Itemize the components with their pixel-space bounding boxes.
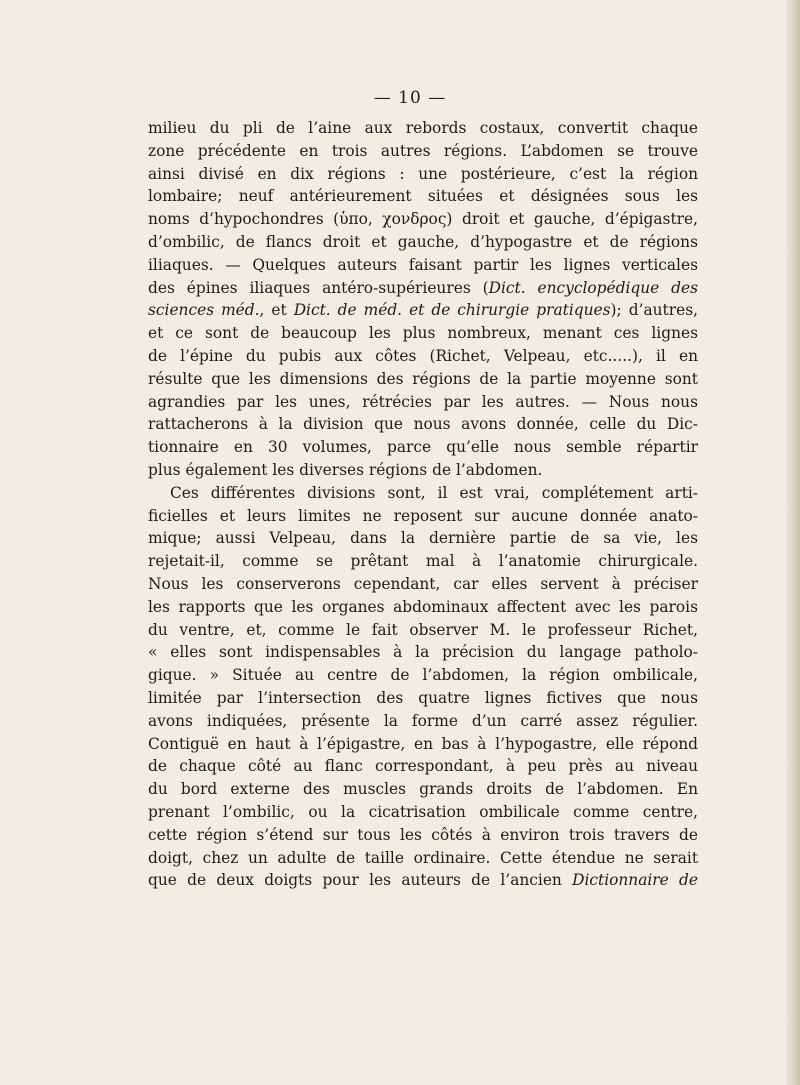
page-number: — 10 — (373, 88, 447, 108)
text-line: ainsi divisé en dix régions : une postérieure, c’est la région (148, 164, 698, 183)
text-line: iliaques. — Quelques auteurs faisant partir les lignes verticales (148, 255, 698, 274)
text-line: plus également les diverses régions de l’abdomen. (148, 460, 543, 479)
text-line: du bord externe des muscles grands droits de l’abdomen. En (148, 780, 698, 799)
body-text (148, 117, 698, 892)
text-segment: que de deux doigts pour les auteurs de l’ancien (148, 871, 573, 890)
text-segment: , et (259, 301, 294, 320)
text-line: rattacherons à la division que nous avons donnée, celle du Dic- (148, 415, 698, 434)
text-line: limitée par l’intersection des quatre lignes fictives que nous (148, 688, 698, 707)
text-line (148, 869, 698, 892)
italic-text: Dictionnaire de (572, 871, 699, 890)
text-line: résulte que les dimensions des régions de la partie moyenne sont (148, 369, 698, 388)
text-line: mique; aussi Velpeau, dans la dernière partie de sa vie, les (148, 529, 698, 548)
text-line: d’ombilic, de flancs droit et gauche, d’hypogastre et de régions (148, 232, 698, 251)
text-line: rejetait-il, comme se prêtant mal à l’anatomie chirurgicale. (148, 552, 698, 571)
text-line: gique. » Située au centre de l’abdomen, la région ombilicale, (148, 666, 698, 685)
text-line: tionnaire en 30 volumes, parce qu’elle nous semble répartir (148, 438, 698, 457)
text-line: milieu du pli de l’aine aux rebords costaux, convertit chaque (148, 119, 698, 137)
text-line: Contiguë en haut à l’épigastre, en bas à l’hypogastre, elle répond (148, 734, 698, 753)
text-line: de chaque côté au flanc correspondant, à peu près au niveau (148, 757, 698, 776)
text-line: les rapports que les organes abdominaux affectent avec les parois (148, 597, 698, 616)
text-line: et ce sont de beaucoup les plus nombreux, menant ces lignes (148, 324, 698, 343)
text-line: agrandies par les unes, rétrécies par les autres. — Nous nous (148, 392, 698, 411)
text-line: Ces différentes divisions sont, il est vrai, complétement arti- (170, 483, 698, 502)
italic-text: Dict. encyclopédique des (488, 278, 698, 297)
text-line: doigt, chez un adulte de taille ordinaire. Cette étendue ne serait (148, 848, 698, 867)
text-line: noms d’hypochondres (ὑπο, χονδρος) droit et gauche, d’épigastre, (148, 210, 698, 229)
text-line: ficielles et leurs limites ne reposent sur aucune donnée anato- (148, 506, 698, 525)
text-line: zone précédente en trois autres régions. L’abdomen se trouve (148, 141, 698, 160)
text-line: « elles sont indispensables à la précision du langage patholo- (148, 643, 698, 662)
text-segment: des épines iliaques antéro-supérieures ( (148, 278, 489, 297)
text-line: lombaire; neuf antérieurement situées et désignées sous les (148, 187, 698, 206)
text-segment: ); d’autres, (610, 301, 698, 320)
text-line: prenant l’ombilic, ou la cicatrisation ombilicale comme centre, (148, 802, 698, 821)
text-line: avons indiquées, présente la forme d’un carré assez régulier. (148, 711, 698, 730)
text-line: Nous les conserverons cependant, car elles servent à préciser (148, 574, 698, 593)
text-line: de l’épine du pubis aux côtes (Richet, Velpeau, etc.....), il en (148, 346, 698, 365)
text-line: cette région s’étend sur tous les côtés à environ trois travers de (148, 825, 698, 844)
italic-text: sciences méd. (148, 301, 260, 320)
text-line (148, 299, 698, 322)
italic-text: Dict. de méd. et de chirurgie pratiques (293, 301, 611, 320)
page-edge (786, 0, 800, 1085)
text-line (148, 277, 698, 300)
text-line: du ventre, et, comme le fait observer M. le professeur Richet, (148, 620, 698, 639)
